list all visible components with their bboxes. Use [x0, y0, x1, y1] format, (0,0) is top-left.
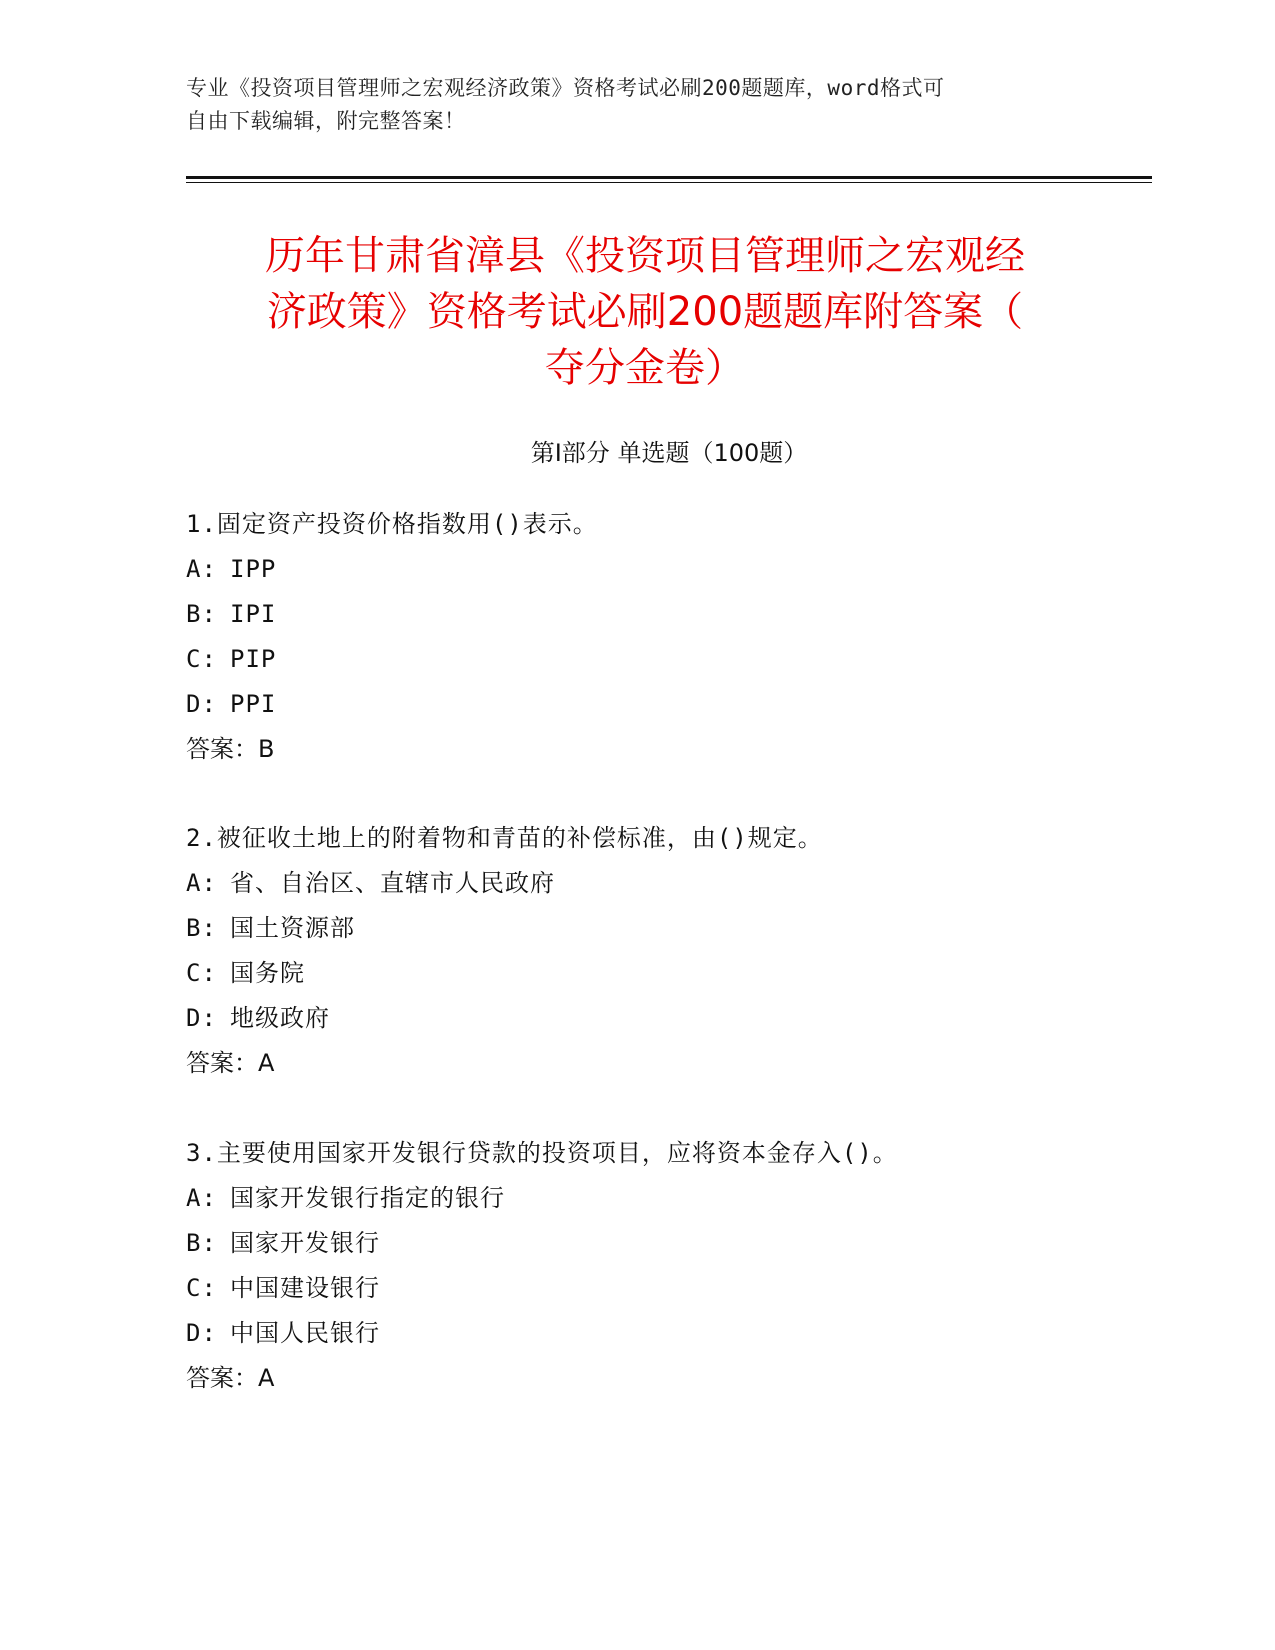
option-c [186, 1266, 1166, 1311]
document-title [180, 228, 1110, 396]
option-a [186, 1176, 1166, 1221]
option-d [186, 996, 1166, 1041]
option-letter: D: [186, 1319, 217, 1347]
option-text: 中国人民银行 [230, 1319, 380, 1347]
option-letter: A: [186, 1184, 217, 1212]
option-text: 地级政府 [230, 1004, 330, 1032]
option-letter: C: [186, 645, 217, 673]
option-letter: D: [186, 690, 217, 718]
option-letter: B: [186, 914, 217, 942]
option-text: 国家开发银行指定的银行 [230, 1184, 505, 1212]
option-letter: B: [186, 1229, 217, 1257]
option-d [186, 1311, 1166, 1356]
option-a [186, 861, 1166, 906]
question-1 [186, 502, 1166, 772]
option-text: IPI [230, 600, 277, 628]
option-text: 省、自治区、直辖市人民政府 [230, 869, 555, 897]
option-text: IPP [230, 555, 277, 583]
title-line-3: 夺分金卷） [545, 345, 745, 391]
option-letter: A: [186, 555, 217, 583]
option-b [186, 906, 1166, 951]
answer-line: 答案：B [186, 735, 275, 763]
section-heading: 第I部分 单选题（100题） [530, 439, 808, 467]
option-b [186, 1221, 1166, 1266]
option-c [186, 637, 1166, 682]
option-text: 国土资源部 [230, 914, 355, 942]
option-text: PPI [230, 690, 277, 718]
question-stem: 2.被征收土地上的附着物和青苗的补偿标准，由()规定。 [186, 824, 823, 852]
option-a [186, 547, 1166, 592]
option-letter: C: [186, 959, 217, 987]
option-text: 中国建设银行 [230, 1274, 380, 1302]
question-stem: 3.主要使用国家开发银行贷款的投资项目，应将资本金存入()。 [186, 1139, 898, 1167]
title-line-2: 济政策》资格考试必刷200题题库附答案（ [266, 289, 1024, 335]
option-letter: C: [186, 1274, 217, 1302]
title-line-1: 历年甘肃省漳县《投资项目管理师之宏观经 [265, 233, 1025, 279]
question-2 [186, 816, 1166, 1086]
option-d [186, 682, 1166, 727]
option-text: 国务院 [230, 959, 305, 987]
option-letter: A: [186, 869, 217, 897]
option-text: PIP [230, 645, 277, 673]
question-stem: 1.固定资产投资价格指数用()表示。 [186, 510, 598, 538]
header-note-line-1: 专业《投资项目管理师之宏观经济政策》资格考试必刷200题题库，word格式可 [186, 76, 945, 100]
answer-line: 答案：A [186, 1049, 275, 1077]
option-letter: B: [186, 600, 217, 628]
header-divider-thin [186, 182, 1152, 183]
question-3 [186, 1131, 1166, 1401]
header-divider-thick [186, 176, 1152, 179]
document-header-note [186, 72, 1066, 138]
option-b [186, 592, 1166, 637]
header-note-line-2: 自由下载编辑，附完整答案！ [186, 109, 466, 133]
option-c [186, 951, 1166, 996]
answer-line: 答案：A [186, 1364, 275, 1392]
option-text: 国家开发银行 [230, 1229, 380, 1257]
option-letter: D: [186, 1004, 217, 1032]
